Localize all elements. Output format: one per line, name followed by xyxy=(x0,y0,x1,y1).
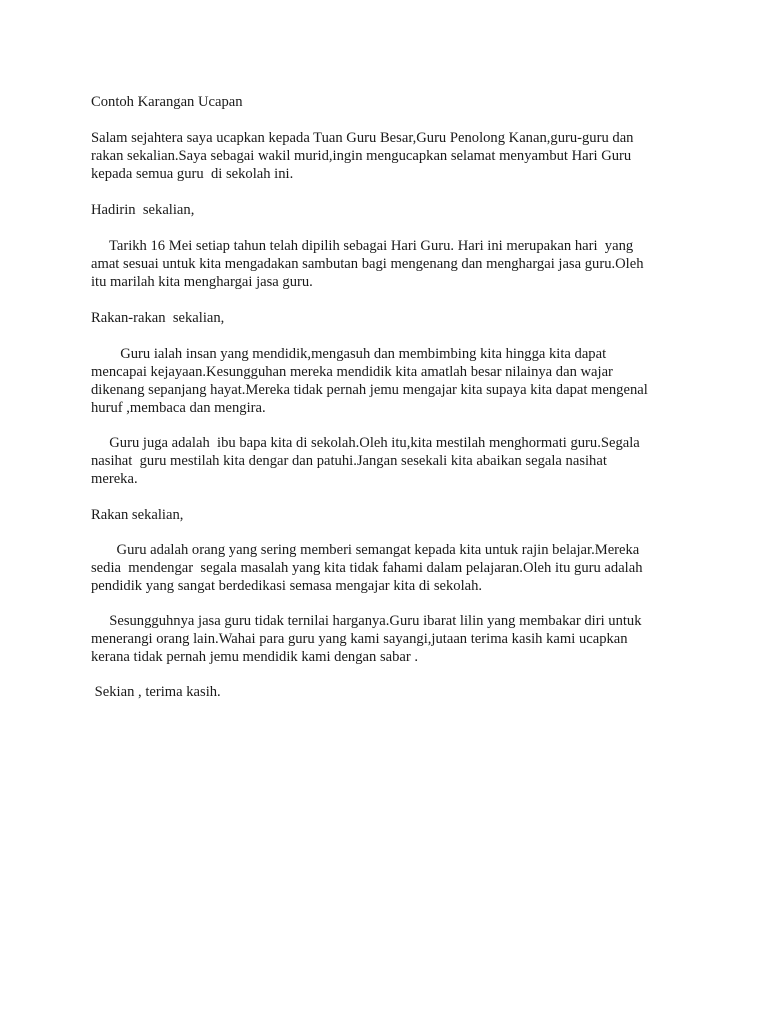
paragraph-line: mencapai kejayaan.Kesungguhan mereka mendidik kita amatlah besar nilainya dan wajar xyxy=(91,364,613,380)
paragraph-line: dikenang sepanjang hayat.Mereka tidak pernah jemu mengajar kita supaya kita dapat mengenal xyxy=(91,382,648,398)
paragraph-line: nasihat guru mestilah kita dengar dan patuhi.Jangan sesekali kita abaikan segala nasihat xyxy=(91,453,607,469)
paragraph-line: Sesungguhnya jasa guru tidak ternilai harganya.Guru ibarat lilin yang membakar diri untuk xyxy=(91,613,642,629)
salutation-line: Hadirin sekalian, xyxy=(91,202,195,218)
document-title: Contoh Karangan Ucapan xyxy=(91,94,243,110)
paragraph-line: itu marilah kita menghargai jasa guru. xyxy=(91,274,313,290)
paragraph-line: Tarikh 16 Mei setiap tahun telah dipilih sebagai Hari Guru. Hari ini merupakan hari yang xyxy=(91,238,634,254)
paragraph-line: pendidik yang sangat berdedikasi semasa mengajar kita di sekolah. xyxy=(91,578,483,594)
paragraph-line: menerangi orang lain.Wahai para guru yang kami sayangi,jutaan terima kasih kami ucapkan xyxy=(91,631,628,647)
paragraph-line: sedia mendengar segala masalah yang kita tidak fahami dalam pelajaran.Oleh itu guru adalah xyxy=(91,560,643,576)
paragraph-line: amat sesuai untuk kita mengadakan sambutan bagi mengenang dan menghargai jasa guru.Oleh xyxy=(91,256,644,272)
paragraph-line: Guru ialah insan yang mendidik,mengasuh dan membimbing kita hingga kita dapat xyxy=(91,346,607,362)
paragraph-line: rakan sekalian.Saya sebagai wakil murid,ingin mengucapkan selamat menyambut Hari Guru xyxy=(91,148,632,164)
paragraph-line: kerana tidak pernah jemu mendidik kami dengan sabar . xyxy=(91,649,419,665)
paragraph-line: kepada semua guru di sekolah ini. xyxy=(91,166,294,182)
paragraph-line: Salam sejahtera saya ucapkan kepada Tuan Guru Besar,Guru Penolong Kanan,guru-guru dan xyxy=(91,130,634,146)
paragraph-line: Guru adalah orang yang sering memberi semangat kepada kita untuk rajin belajar.Mereka xyxy=(91,542,640,558)
paragraph-line: Guru juga adalah ibu bapa kita di sekolah.Oleh itu,kita mestilah menghormati guru.Segala xyxy=(91,435,640,451)
paragraph-line: huruf ,membaca dan mengira. xyxy=(91,400,266,416)
closing-line: Sekian , terima kasih. xyxy=(91,684,221,700)
paragraph-line: mereka. xyxy=(91,471,138,487)
salutation-line: Rakan sekalian, xyxy=(91,507,184,523)
salutation-line: Rakan-rakan sekalian, xyxy=(91,310,225,326)
